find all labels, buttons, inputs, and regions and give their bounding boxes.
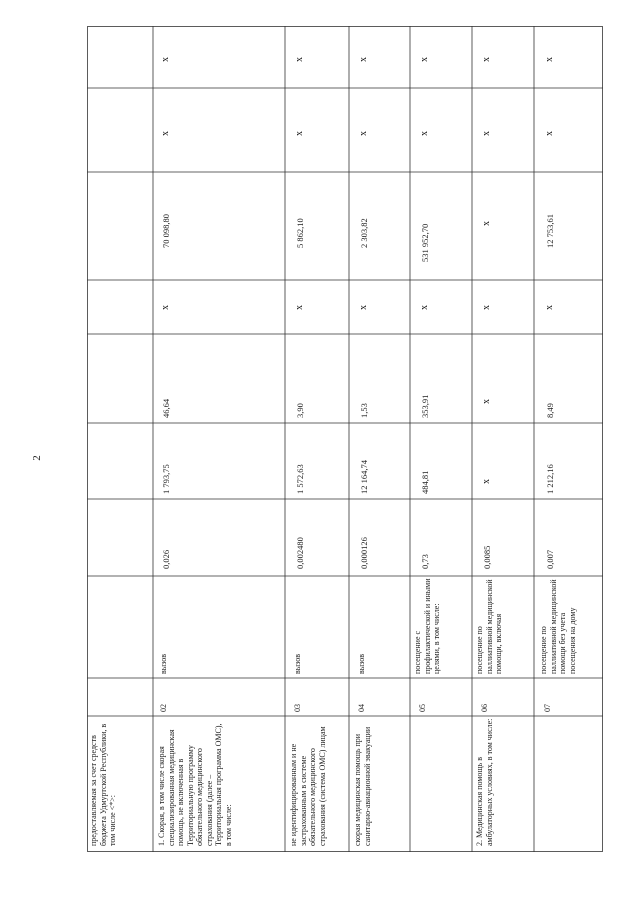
row-col6: x xyxy=(419,305,430,310)
row-cost: 1 793,75 xyxy=(161,464,171,494)
row-code: 05 xyxy=(418,704,427,712)
page-number: 2 xyxy=(30,455,43,461)
row-total: 12 753,61 xyxy=(545,214,555,248)
row-norm: 0,007 xyxy=(545,549,555,569)
row-total: 2 303,82 xyxy=(359,218,369,248)
row-col6: x xyxy=(294,305,305,310)
row-col6: x xyxy=(481,305,492,310)
row-unit: вызов xyxy=(357,653,366,674)
row-col6: x xyxy=(544,305,555,310)
row-total: x xyxy=(481,221,492,226)
row-norm: 0,000126 xyxy=(359,537,369,569)
row-cost: 1 212,16 xyxy=(545,464,555,494)
row-total: 5 862,10 xyxy=(295,218,305,248)
row-unit: посещение с профилактической и иными целями, в том числе: xyxy=(413,578,441,674)
row-col6: x xyxy=(358,305,369,310)
row-name: 1. Скорая, в том числе скорая специализированная медицинская помощь, не включенная в Территориальную программу обязательного медицинского страхования (далее – Территориальная программа ОМС), в том числе: xyxy=(157,723,233,846)
row-code: 07 xyxy=(543,704,552,712)
row-norm: 0,73 xyxy=(420,554,430,569)
row-per-capita: 353,91 xyxy=(420,394,430,418)
row-col8: x xyxy=(419,131,430,136)
row-total: 70 098,80 xyxy=(161,214,171,248)
row-name: скорая медицинская помощь при санитарно-авиационной эвакуации xyxy=(353,726,372,846)
row-col8: x xyxy=(481,131,492,136)
row-norm: 0,026 xyxy=(161,549,171,569)
row-name: не идентифицированным и не застрахованным в системе обязательного медицинского страхования (система ОМС) лицам xyxy=(289,726,327,846)
row-unit: вызов xyxy=(293,653,302,674)
row-per-capita: 1,53 xyxy=(359,403,369,418)
row-unit: посещение по паллиативной медицинской помощи без учета посещения на дому xyxy=(539,579,577,674)
row-col8: x xyxy=(294,131,305,136)
row-unit: вызов xyxy=(159,653,168,674)
row-norm: 0,002480 xyxy=(295,537,305,569)
row-code: 02 xyxy=(159,704,168,712)
row-code: 06 xyxy=(480,704,489,712)
row-col9: x xyxy=(358,57,369,62)
row-col9: x xyxy=(294,57,305,62)
row-col9: x xyxy=(544,57,555,62)
row-per-capita: 46,64 xyxy=(161,398,171,418)
row-col8: x xyxy=(544,131,555,136)
row-cost: x xyxy=(481,479,492,484)
row-code: 04 xyxy=(357,704,366,712)
data-table xyxy=(87,26,603,852)
row-unit: посещение по паллиативной медицинской помощи, включая xyxy=(475,579,503,674)
row-cost: 1 572,63 xyxy=(295,464,305,494)
row-code: 03 xyxy=(293,704,302,712)
row-per-capita: 3,90 xyxy=(295,403,305,418)
row-per-capita: x xyxy=(481,399,492,404)
row-per-capita: 8,49 xyxy=(545,403,555,418)
row-col8: x xyxy=(358,131,369,136)
row-col9: x xyxy=(481,57,492,62)
row-norm: 0,0085 xyxy=(482,545,492,569)
row-cost: 12 164,74 xyxy=(359,460,369,494)
header-label: предоставляемая за счет средств бюджета Удмуртской Республики, в том числе <*>: xyxy=(89,723,117,846)
row-cost: 484,81 xyxy=(420,470,430,494)
row-col8: x xyxy=(160,131,171,136)
row-total: 531 952,70 xyxy=(420,223,430,262)
row-col9: x xyxy=(160,57,171,62)
row-col6: x xyxy=(160,305,171,310)
row-col9: x xyxy=(419,57,430,62)
row-name: 2. Медицинская помощь в амбулаторных условиях, в том числе: xyxy=(475,718,494,846)
